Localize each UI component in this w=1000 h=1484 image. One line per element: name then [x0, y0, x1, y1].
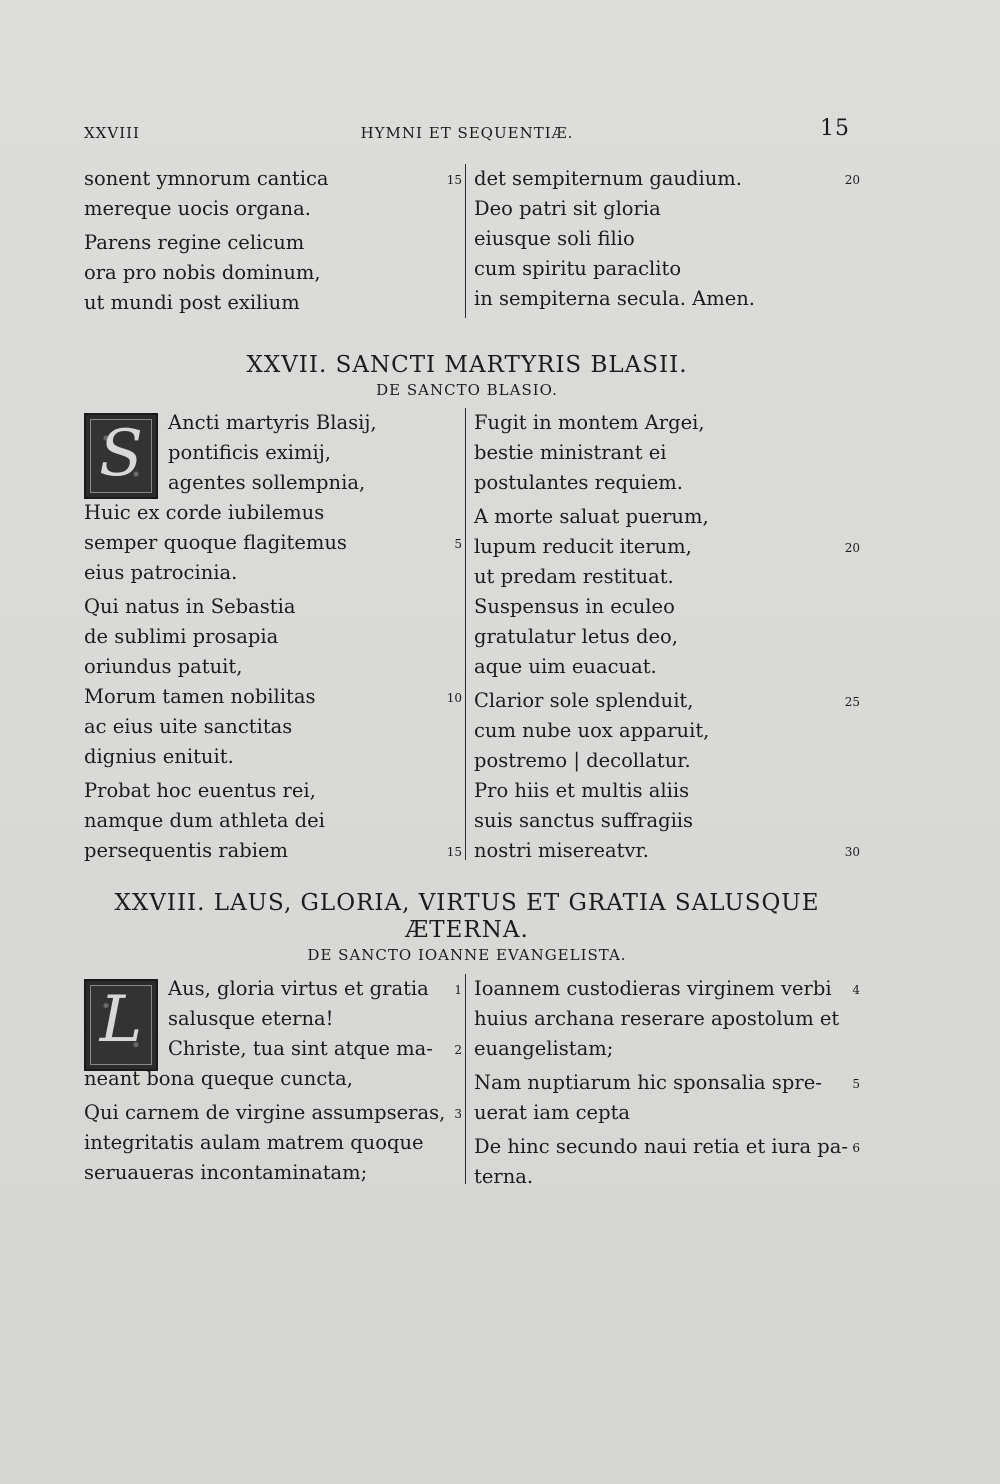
- verse-text: namque dum athleta dei: [84, 809, 325, 832]
- verse-text: seruaueras incontaminatam;: [84, 1161, 368, 1184]
- line-number: 30: [844, 845, 860, 859]
- verse-line: [84, 1158, 456, 1188]
- book-title: HYMNI ET SEQUENTIÆ.: [360, 124, 574, 142]
- verse-line: [84, 438, 456, 468]
- verse-text: pontificis eximij,: [168, 441, 331, 464]
- verse-text: persequentis rabiem: [84, 839, 289, 862]
- verse-line: [474, 532, 860, 562]
- verse-line: [84, 742, 456, 772]
- hymn-subtitle: DE SANCTO IOANNE EVANGELISTA.: [307, 946, 627, 964]
- verse-line: [474, 716, 850, 746]
- verse-line: [84, 164, 462, 194]
- verse-text: Clarior sole splenduit,: [474, 689, 694, 712]
- verse-line: [474, 746, 850, 776]
- verse-text: Deo patri sit gloria: [474, 197, 661, 220]
- verse-text: Ioannem custodieras virginem verbi: [474, 977, 832, 1000]
- right-column: [474, 408, 860, 866]
- verse-text: semper quoque flagitemus: [84, 531, 347, 554]
- right-column: [474, 974, 860, 1192]
- verse-line: [84, 1034, 462, 1064]
- left-column: [84, 164, 462, 318]
- line-number: 5: [852, 1077, 860, 1091]
- hymn-subtitle: DE SANCTO BLASIO.: [376, 381, 558, 399]
- verse-line: [474, 806, 850, 836]
- verse-line: [84, 1064, 456, 1094]
- verse-text: dignius enituit.: [84, 745, 234, 768]
- line-number: 15: [446, 845, 462, 859]
- verse-text: lupum reducit iterum,: [474, 535, 692, 558]
- verse-line: [474, 562, 850, 592]
- verse-line: [84, 1128, 456, 1158]
- verse-text: postulantes requiem.: [474, 471, 683, 494]
- verse-text: salusque eterna!: [168, 1007, 334, 1030]
- verse-text: terna.: [474, 1165, 534, 1188]
- verse-text: uerat iam cepta: [474, 1101, 631, 1124]
- verse-line: [474, 284, 850, 314]
- verse-line: [474, 1132, 860, 1162]
- verse-text: sonent ymnorum cantica: [84, 167, 329, 190]
- verse-line: [474, 592, 850, 622]
- verse-line: [84, 974, 462, 1004]
- verse-text: integritatis aulam matrem quoque: [84, 1131, 424, 1154]
- column-divider: [465, 164, 466, 318]
- verse-text: A morte saluat puerum,: [474, 505, 709, 528]
- verse-line: [84, 1098, 462, 1128]
- verse-text: det sempiternum gaudium.: [474, 167, 742, 190]
- line-number: 20: [844, 173, 860, 187]
- verse-line: [84, 712, 456, 742]
- line-number: 10: [446, 691, 462, 705]
- verse-line: [474, 224, 850, 254]
- line-number: 2: [454, 1043, 462, 1057]
- verse-text: Fugit in montem Argei,: [474, 411, 705, 434]
- verse-line: [84, 806, 456, 836]
- verse-line: [84, 1004, 456, 1034]
- verse-text: Aus, gloria virtus et gratia: [168, 977, 429, 1000]
- hymn-title: XXVII. SANCTI MARTYRIS BLASII.: [246, 352, 688, 378]
- verse-line: [474, 1004, 850, 1034]
- verse-text: eiusque soli filio: [474, 227, 635, 250]
- verse-text: euangelistam;: [474, 1037, 614, 1060]
- verse-line: [84, 622, 456, 652]
- verse-text: Suspensus in eculeo: [474, 595, 675, 618]
- verse-text: aque uim euacuat.: [474, 655, 657, 678]
- hymn-title-line2: ÆTERNA.: [405, 917, 529, 943]
- verse-line: [84, 288, 456, 318]
- line-number: 6: [852, 1141, 860, 1155]
- verse-line: [84, 776, 456, 806]
- left-column: [84, 974, 462, 1188]
- line-number: 1: [454, 983, 462, 997]
- hymn-text-ioannes: [84, 974, 860, 1194]
- verse-text: de sublimi prosapia: [84, 625, 279, 648]
- verse-line: [84, 468, 456, 498]
- verse-text: Pro hiis et multis aliis: [474, 779, 690, 802]
- verse-line: [474, 438, 850, 468]
- verse-text: postremo | decollatur.: [474, 749, 691, 772]
- hymn-title-line1: XXVIII. LAUS, GLORIA, VIRTUS ET GRATIA SALUSQUE: [114, 890, 820, 916]
- verse-line: [474, 254, 850, 284]
- column-divider: [465, 408, 466, 860]
- verse-line: [474, 1098, 850, 1128]
- hymn-continuation: [84, 164, 860, 324]
- verse-line: [84, 228, 456, 258]
- verse-line: [474, 468, 850, 498]
- verse-line: [474, 1034, 850, 1064]
- line-number: 4: [852, 983, 860, 997]
- verse-text: cum spiritu paraclito: [474, 257, 682, 280]
- line-number: 25: [844, 695, 860, 709]
- verse-line: [84, 258, 456, 288]
- verse-text: oriundus patuit,: [84, 655, 243, 678]
- verse-text: Parens regine celicum: [84, 231, 305, 254]
- verse-line: [84, 528, 462, 558]
- verse-line: [474, 1162, 850, 1192]
- verse-text: ac eius uite sanctitas: [84, 715, 293, 738]
- verse-line: [84, 194, 456, 224]
- initial-letter: S: [99, 417, 143, 491]
- verse-text: Christe, tua sint atque ma-: [168, 1037, 433, 1060]
- verse-line: [474, 622, 850, 652]
- verse-text: huius archana reserare apostolum et: [474, 1007, 840, 1030]
- verse-text: ut mundi post exilium: [84, 291, 300, 314]
- verse-text: mereque uocis organa.: [84, 197, 311, 220]
- verse-line: [474, 836, 860, 866]
- verse-text: neant bona queque cuncta,: [84, 1067, 353, 1090]
- verse-line: [474, 974, 860, 1004]
- verse-text: Huic ex corde iubilemus: [84, 501, 325, 524]
- column-divider: [465, 974, 466, 1184]
- verse-text: eius patrocinia.: [84, 561, 238, 584]
- verse-text: Ancti martyris Blasij,: [168, 411, 377, 434]
- verse-line: [84, 592, 456, 622]
- line-number: 5: [454, 537, 462, 551]
- hymn-text-blasius: [84, 408, 860, 868]
- running-head: [84, 116, 850, 150]
- right-column: [474, 164, 860, 314]
- verse-line: [474, 652, 850, 682]
- verse-text: Probat hoc euentus rei,: [84, 779, 316, 802]
- verse-text: ut predam restituat.: [474, 565, 674, 588]
- verse-line: [84, 498, 456, 528]
- verse-line: [474, 194, 850, 224]
- verse-text: Morum tamen nobilitas: [84, 685, 316, 708]
- verse-line: [474, 408, 850, 438]
- verse-line: [474, 1068, 860, 1098]
- verse-line: [84, 558, 456, 588]
- verse-line: [84, 652, 456, 682]
- line-number: 20: [844, 541, 860, 555]
- verse-text: nostri misereatvr.: [474, 839, 649, 862]
- verse-text: Nam nuptiarum hic sponsalia spre-: [474, 1071, 822, 1094]
- verse-text: bestie ministrant ei: [474, 441, 667, 464]
- line-number: 3: [454, 1107, 462, 1121]
- initial-letter: L: [99, 983, 143, 1057]
- verse-line: [474, 776, 850, 806]
- page-number: 15: [820, 116, 850, 141]
- verse-text: suis sanctus suffragiis: [474, 809, 694, 832]
- verse-text: cum nube uox apparuit,: [474, 719, 710, 742]
- verse-line: [474, 164, 860, 194]
- section-number: XXVIII: [84, 124, 140, 142]
- verse-text: Qui carnem de virgine assumpseras,: [84, 1101, 446, 1124]
- verse-text: gratulatur letus deo,: [474, 625, 678, 648]
- verse-text: in sempiterna secula. Amen.: [474, 287, 755, 310]
- verse-text: De hinc secundo naui retia et iura pa-: [474, 1135, 849, 1158]
- verse-line: [474, 686, 860, 716]
- verse-text: agentes sollempnia,: [168, 471, 366, 494]
- verse-text: Qui natus in Sebastia: [84, 595, 296, 618]
- verse-line: [84, 836, 462, 866]
- line-number: 15: [446, 173, 462, 187]
- verse-line: [474, 502, 850, 532]
- left-column: [84, 408, 462, 866]
- verse-line: [84, 682, 462, 712]
- verse-line: [84, 408, 456, 438]
- verse-text: ora pro nobis dominum,: [84, 261, 321, 284]
